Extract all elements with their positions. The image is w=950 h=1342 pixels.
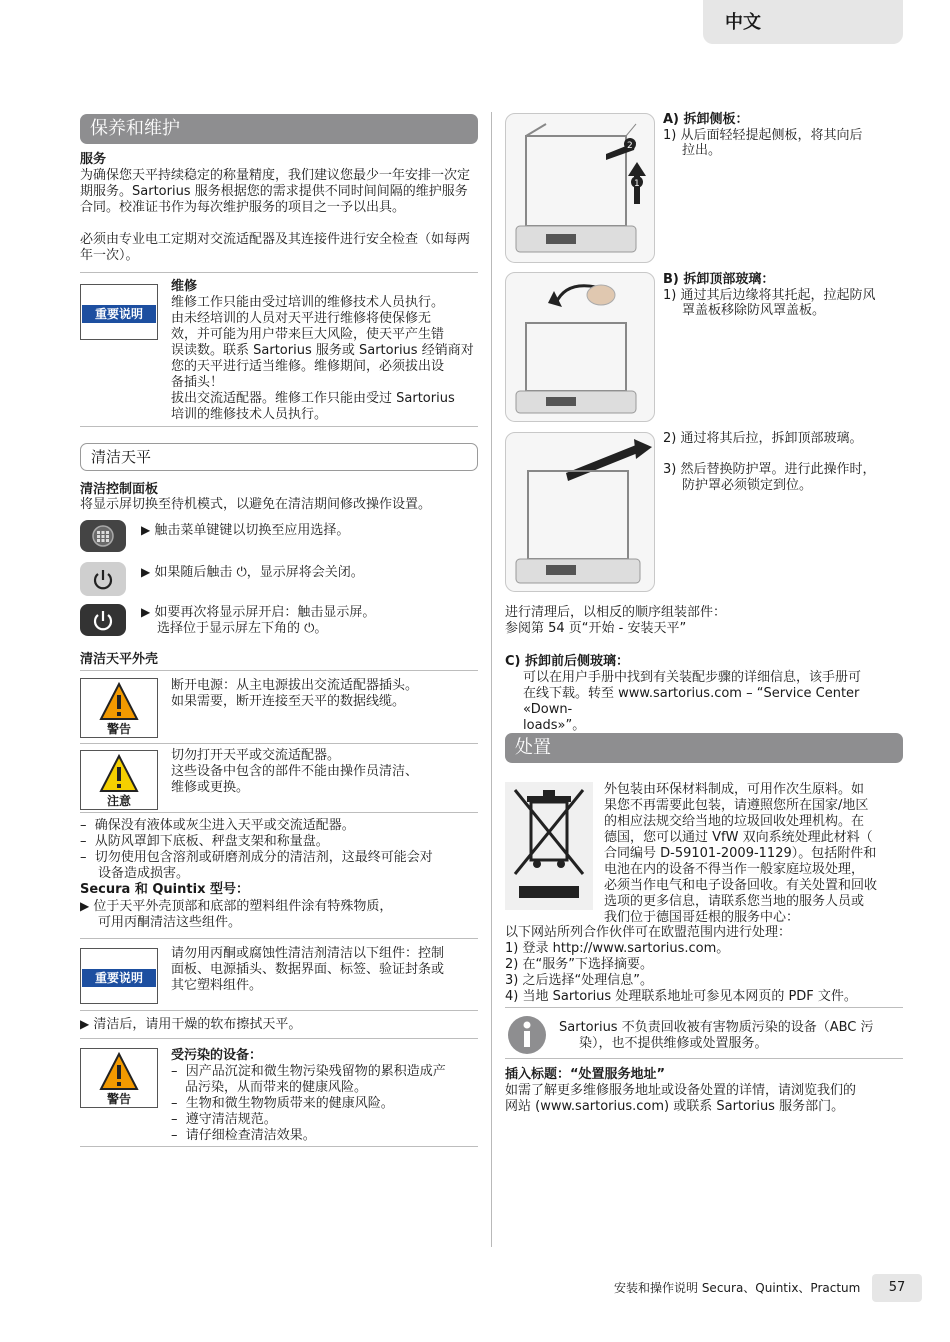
warning-triangle-icon xyxy=(81,1049,157,1093)
step-c-text xyxy=(523,670,903,734)
repair-line: 拔出交流适配器。维修工作只能由受过 Sartorius xyxy=(171,391,455,406)
power-on-illustration xyxy=(80,604,126,636)
crossed-bin-icon xyxy=(505,782,593,910)
caution-label: 注意 xyxy=(106,794,131,808)
balance-image-side-panel xyxy=(505,113,655,263)
warning-triangle-icon xyxy=(81,751,157,795)
step-text: 选择位于显示屏左下角的 ⏻。 xyxy=(157,621,328,636)
notice-line: 请勿用丙酮或腐蚀性清洁剂清洁以下组件：控制 xyxy=(171,946,445,961)
disposal-line: 选项的更多信息，请联系您当地的服务人员或 xyxy=(604,894,865,909)
partners-list xyxy=(505,925,903,1005)
warning-triangle-icon xyxy=(81,679,157,723)
step-text: 如果随后触击 ⏻，显示屏将会关闭。 xyxy=(154,565,364,580)
power-icon xyxy=(80,604,126,636)
divider xyxy=(505,1007,903,1008)
arrow-right-icon: ▶ xyxy=(141,523,151,537)
divider xyxy=(80,670,478,671)
list-item-cont: 可用丙酮清洁这些组件。 xyxy=(98,915,242,930)
list-item: 1) 登录 http://www.sartorius.com。 xyxy=(505,941,730,956)
service-paragraph-1: 为确保您天平持续稳定的称量精度，我们建议您最少一年安排一次定期服务。Sartorius 服务根据您的需求提供不同时间间隔的维护服务合同。校准证书作为每次维护服务的项目之一予以出具。 xyxy=(80,168,471,215)
list-item-cont: 品污染，从而带来的健康风险。 xyxy=(185,1080,368,1095)
caution-text xyxy=(171,748,418,796)
important-notice-label: 重要说明 xyxy=(82,969,156,987)
caution-line: 维修或更换。 xyxy=(171,780,250,795)
notice-line: 面板、电源插头、数据界面、标签、验证封条或 xyxy=(171,962,445,977)
list-item: – 确保没有液体或灰尘进入天平或交流适配器。 xyxy=(80,818,355,833)
step-power-off xyxy=(141,564,364,581)
disposal-line: 的相应法规交给当地的垃圾回收处理机构。在 xyxy=(604,814,865,829)
svg-text:2: 2 xyxy=(627,141,633,151)
service-heading: 服务 xyxy=(80,152,107,167)
balance-illustration xyxy=(506,433,654,591)
info-line: Sartorius 不负责回收被有害物质污染的设备（ABC 污 xyxy=(559,1020,874,1035)
partners-intro: 以下网站所列合作伙伴可在欧盟范围内进行处理： xyxy=(505,925,792,940)
caution-line: 这些设备中包含的部件不能由操作员清洁、 xyxy=(171,764,419,779)
disposal-line: 我们位于德国哥廷根的服务中心： xyxy=(604,910,800,925)
list-item: – 切勿使用包含溶剂或研磨剂成分的清洁剂，这最终可能会对 xyxy=(80,850,433,865)
repair-line: 由未经培训的人员对天平进行维修将使保修无 xyxy=(171,311,432,326)
disposal-line: 必须当作电气和电子设备回收。有关处置和回收 xyxy=(604,878,878,893)
disposal-line: 合同编号 D-59101-2009-1129）。包括附件和 xyxy=(604,846,877,861)
caution-box xyxy=(80,750,158,810)
divider xyxy=(80,1038,478,1039)
disposal-text xyxy=(604,782,902,926)
arrow-right-icon: ▶ xyxy=(141,565,151,579)
list-item-cont: 设备造成损害。 xyxy=(98,866,190,881)
service-paragraph-2: 必须由专业电工定期对交流适配器及其连接件进行安全检查（如每两年一次）。 xyxy=(80,232,471,263)
weee-symbol xyxy=(505,782,593,910)
svg-text:1: 1 xyxy=(634,179,640,189)
clean-panel-paragraph: 将显示屏切换至待机模式，以避免在清洁期间修改操作设置。 xyxy=(80,497,432,512)
arrow-right-icon: ▶ xyxy=(141,605,151,619)
insert-line: 如需了解更多维修服务地址或设备处置的详情，请浏览我们的 xyxy=(505,1083,857,1098)
list-item: 4) 当地 Sartorius 处理联系地址可参见本网页的 PDF 文件。 xyxy=(505,989,857,1004)
step-b-heading: B) 拆卸顶部玻璃： xyxy=(663,272,775,287)
clean-exterior-heading: 清洁天平外壳 xyxy=(80,652,159,667)
divider xyxy=(80,1146,478,1147)
step-a-1-cont: 拉出。 xyxy=(682,143,722,158)
repair-line: 效，并可能为用户带来巨大风险，使天平产生错 xyxy=(171,327,445,342)
balance-image-top-glass xyxy=(505,272,655,422)
notice-line: 其它塑料组件。 xyxy=(171,978,263,993)
divider xyxy=(80,1010,478,1011)
divider xyxy=(80,272,478,273)
balance-illustration xyxy=(506,273,654,421)
step-menu-key xyxy=(141,522,349,539)
disposal-line: 果您不再需要此包装，请遵照您所在国家/地区 xyxy=(604,798,869,813)
language-tab xyxy=(703,0,903,44)
step-a-heading: A) 拆卸侧板： xyxy=(663,112,749,127)
insert-heading: 插入标题：“处置服务地址” xyxy=(505,1067,666,1082)
step-c-line: 可以在用户手册中找到有关装配步骤的详细信息，该手册可 xyxy=(523,670,862,685)
disposal-line: 电池在内的设备不得当作一般家庭垃圾处理， xyxy=(604,862,865,877)
info-text xyxy=(559,1020,874,1052)
notice-text-2 xyxy=(171,946,444,994)
step-b-1-cont: 罩盖板移除防风罩盖板。 xyxy=(682,303,826,318)
dry-step xyxy=(80,1016,301,1033)
warning-label: 警告 xyxy=(106,1092,131,1106)
warning-line: 如果需要，断开连接至天平的数据线缆。 xyxy=(171,694,406,709)
menu-grid-icon xyxy=(80,520,126,552)
balance-image-remove-glass xyxy=(505,432,655,592)
section-title-disposal: 处置 xyxy=(505,733,903,763)
list-item: – 生物和微生物物质带来的健康风险。 xyxy=(171,1096,394,1111)
secura-heading: Secura 和 Quintix 型号： xyxy=(80,882,249,897)
important-notice-label: 重要说明 xyxy=(82,305,156,323)
column-divider xyxy=(491,112,492,1247)
step-power-on xyxy=(141,604,375,637)
repair-line: 维修工作只能由受过培训的维修技术人员执行。 xyxy=(171,295,445,310)
repair-line: 培训的维修技术人员执行。 xyxy=(171,407,328,422)
warning-text-1 xyxy=(171,678,418,710)
arrow-right-icon: ▶ xyxy=(80,899,90,913)
warning-box xyxy=(80,1048,158,1108)
balance-illustration xyxy=(506,114,654,262)
arrow-right-icon: ▶ xyxy=(80,1017,90,1031)
important-notice-box xyxy=(80,284,158,340)
power-key-illustration xyxy=(80,562,126,596)
warning-box xyxy=(80,678,158,738)
reassemble-2: 参阅第 54 页“开始 - 安装天平” xyxy=(505,621,687,636)
clean-panel-heading: 清洁控制面板 xyxy=(80,482,159,497)
list-item: 3) 之后选择“处理信息”。 xyxy=(505,973,653,988)
step-c-line: loads»”。 xyxy=(523,718,586,733)
step-b-2: 2) 通过将其后拉，拆卸顶部玻璃。 xyxy=(663,431,863,446)
divider xyxy=(80,812,478,813)
list-item: – 请仔细检查清洁效果。 xyxy=(171,1128,316,1143)
repair-line: 备插头！ xyxy=(171,375,224,390)
info-line: 染），也不提供维修或处置服务。 xyxy=(579,1036,768,1051)
menu-key-illustration xyxy=(80,520,126,552)
list-item: ▶ 位于天平外壳顶部和底部的塑料组件涂有特殊物质， xyxy=(80,899,393,914)
divider xyxy=(80,743,478,744)
language-label: 中文 xyxy=(725,12,761,33)
divider xyxy=(505,1058,903,1059)
divider xyxy=(80,426,478,427)
step-text: 清洁后，请用干燥的软布擦拭天平。 xyxy=(93,1017,302,1032)
step-c-heading: C) 拆卸前后侧玻璃： xyxy=(505,654,630,669)
power-icon xyxy=(80,562,126,596)
contamination-heading: 受污染的设备： xyxy=(171,1048,263,1063)
repair-line: 误读数。联系 Sartorius 服务或 Sartorius 经销商对 xyxy=(171,343,474,358)
section-title-cleaning: 清洁天平 xyxy=(80,443,478,471)
step-c-line: 在线下载。转至 www.sartorius.com – “Service Center «Down- xyxy=(523,686,860,717)
repair-heading: 维修 xyxy=(171,279,198,294)
repair-text xyxy=(171,295,476,423)
caution-line: 切勿打开天平或交流适配器。 xyxy=(171,748,341,763)
list-item: – 遵守清洁规范。 xyxy=(171,1112,277,1127)
footer-text: 安装和操作说明 Secura、Quintix、Practum xyxy=(614,1281,861,1295)
disposal-line: 外包装由环保材料制成，可用作次生原料。如 xyxy=(604,782,865,797)
list-item: – 从防风罩卸下底板、秤盘支架和称量盘。 xyxy=(80,834,329,849)
section-title-care: 保养和维护 xyxy=(80,114,478,144)
page-number: 57 xyxy=(872,1274,922,1302)
step-text: 如要再次将显示屏开启：触击显示屏。 xyxy=(154,605,376,620)
important-notice-box xyxy=(80,948,158,1004)
cleaning-dash-list xyxy=(80,818,478,931)
reassemble-1: 进行清理后，以相反的顺序组装部件： xyxy=(505,605,727,620)
warning-label: 警告 xyxy=(106,722,131,736)
step-b-3-cont: 防护罩必须锁定到位。 xyxy=(682,478,813,493)
warning-line: 断开电源：从主电源拔出交流适配器插头。 xyxy=(171,678,419,693)
info-icon xyxy=(507,1015,547,1055)
step-a-1: 1) 从后面轻轻提起侧板，将其向后 xyxy=(663,128,863,143)
insert-text xyxy=(505,1083,903,1115)
repair-line: 您的天平进行适当维修。维修期间，必须拔出设 xyxy=(171,359,445,374)
divider xyxy=(80,938,478,939)
contamination-text xyxy=(171,1048,446,1144)
step-b-1: 1) 通过其后边缘将其托起，拉起防风 xyxy=(663,288,876,303)
insert-line: 网站 (www.sartorius.com) 或联系 Sartorius 服务部门。 xyxy=(505,1099,845,1114)
disposal-line: 德国，您可以通过 VfW 双向系统处理此材料（ xyxy=(604,830,873,845)
step-text: 触击菜单键键以切换至应用选择。 xyxy=(154,523,350,538)
list-item: 2) 在“服务”下选择摘要。 xyxy=(505,957,653,972)
step-b-3: 3) 然后替换防护罩。进行此操作时， xyxy=(663,462,876,477)
list-item: – 因产品沉淀和微生物污染残留物的累积造成产 xyxy=(171,1064,446,1079)
